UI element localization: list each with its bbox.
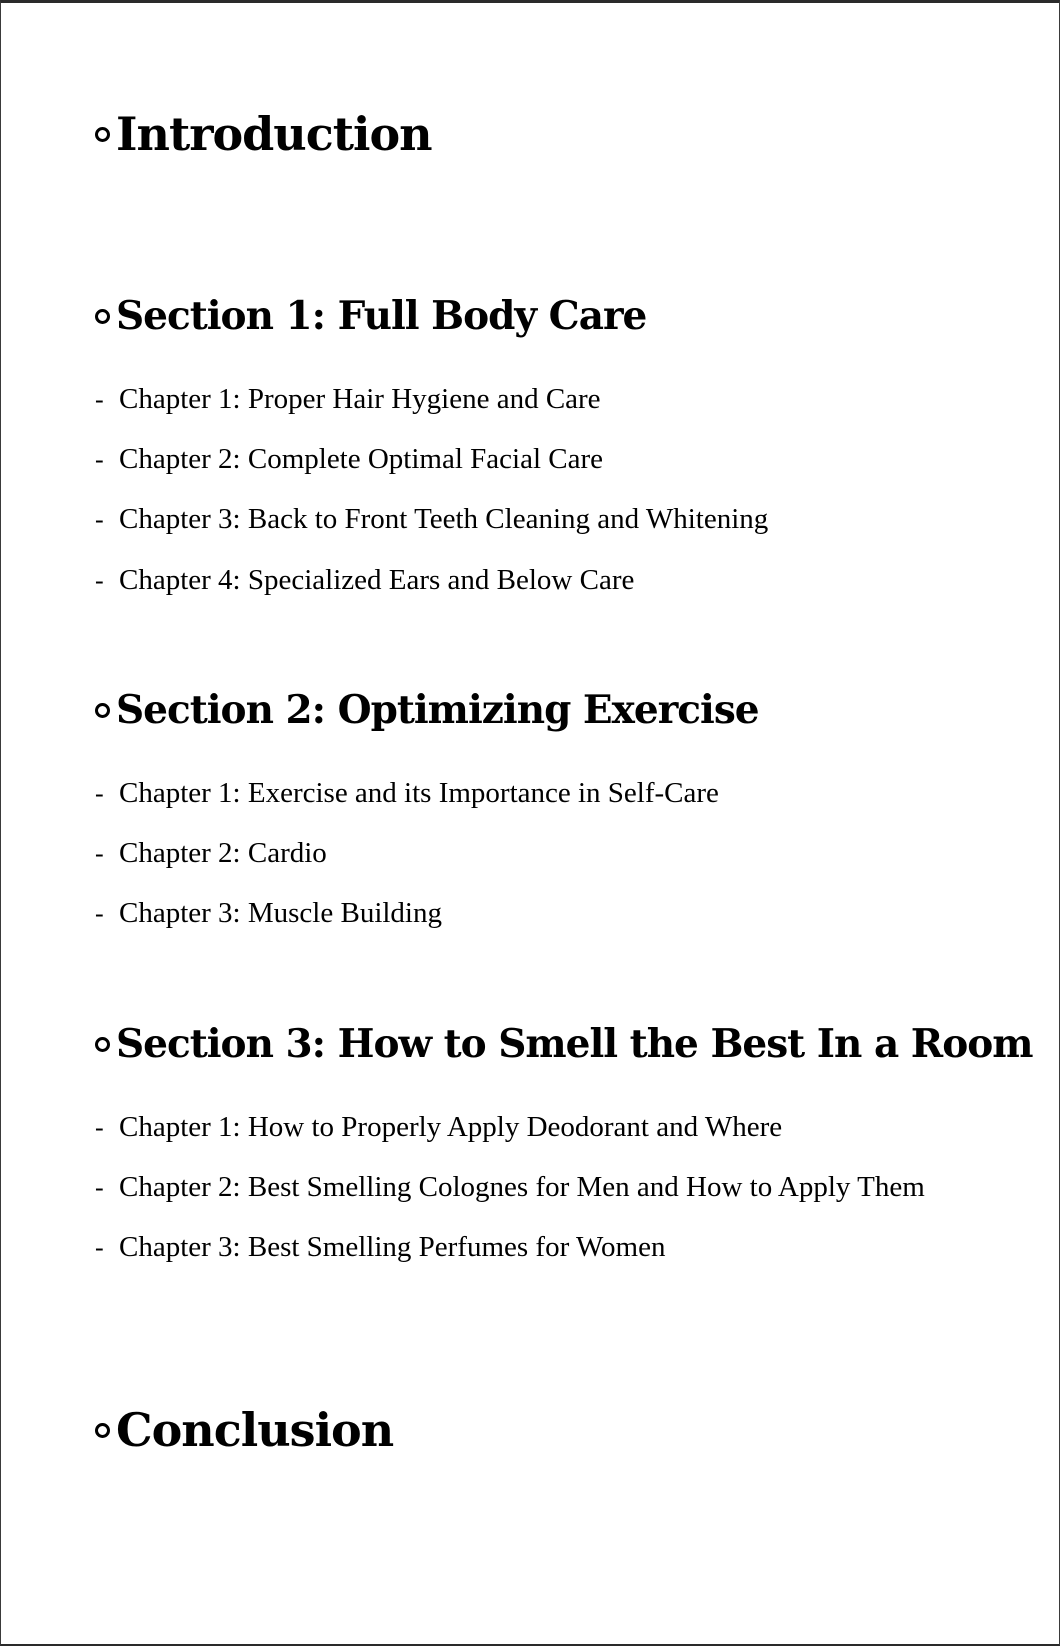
chapter-title: Chapter 3: Best Smelling Perfumes for Women [119, 1231, 666, 1263]
toc-section-3[interactable] [95, 1021, 1033, 1067]
dash-icon: - [95, 838, 104, 868]
section-title: Section 2: Optimizing Exercise [116, 687, 759, 733]
dash-icon: - [95, 1172, 104, 1202]
toc-chapter[interactable] [95, 383, 601, 416]
section-title: Section 3: How to Smell the Best In a Room [116, 1021, 1033, 1067]
toc-chapter[interactable] [95, 777, 719, 810]
chapter-title: Chapter 3: Muscle Building [119, 897, 442, 929]
toc-section-1[interactable] [95, 293, 646, 339]
toc-chapter[interactable] [95, 897, 442, 930]
toc-chapter[interactable] [95, 503, 768, 536]
toc-chapter[interactable] [95, 1231, 665, 1264]
chapter-title: Chapter 2: Complete Optimal Facial Care [119, 443, 604, 475]
dash-icon: - [95, 898, 104, 928]
chapter-title: Chapter 4: Specialized Ears and Below Care [119, 564, 635, 596]
hollow-circle-icon [95, 1037, 110, 1052]
dash-icon: - [95, 504, 104, 534]
chapter-title: Chapter 2: Best Smelling Colognes for Men and How to Apply Them [119, 1171, 925, 1203]
chapter-title: Chapter 2: Cardio [119, 837, 327, 869]
dash-icon: - [95, 778, 104, 808]
hollow-circle-icon [95, 127, 110, 142]
section-title: Section 1: Full Body Care [116, 293, 647, 339]
hollow-circle-icon [95, 309, 110, 324]
toc-chapter[interactable] [95, 1111, 782, 1144]
toc-chapter[interactable] [95, 837, 327, 870]
chapter-title: Chapter 3: Back to Front Teeth Cleaning and Whitening [119, 503, 769, 535]
toc-introduction[interactable] [95, 107, 432, 161]
introduction-title: Introduction [116, 107, 432, 161]
chapter-title: Chapter 1: How to Properly Apply Deodorant and Where [119, 1111, 783, 1143]
toc-chapter[interactable] [95, 1171, 925, 1204]
chapter-title: Chapter 1: Exercise and its Importance in Self-Care [119, 777, 719, 809]
toc-chapter[interactable] [95, 443, 603, 476]
dash-icon: - [95, 384, 104, 414]
chapter-title: Chapter 1: Proper Hair Hygiene and Care [119, 383, 601, 415]
toc-conclusion[interactable] [95, 1403, 393, 1457]
dash-icon: - [95, 1112, 104, 1142]
conclusion-title: Conclusion [116, 1403, 394, 1457]
dash-icon: - [95, 444, 104, 474]
toc-section-2[interactable] [95, 687, 759, 733]
dash-icon: - [95, 565, 104, 595]
hollow-circle-icon [95, 1423, 110, 1438]
toc-chapter[interactable] [95, 564, 634, 597]
hollow-circle-icon [95, 703, 110, 718]
dash-icon: - [95, 1232, 104, 1262]
